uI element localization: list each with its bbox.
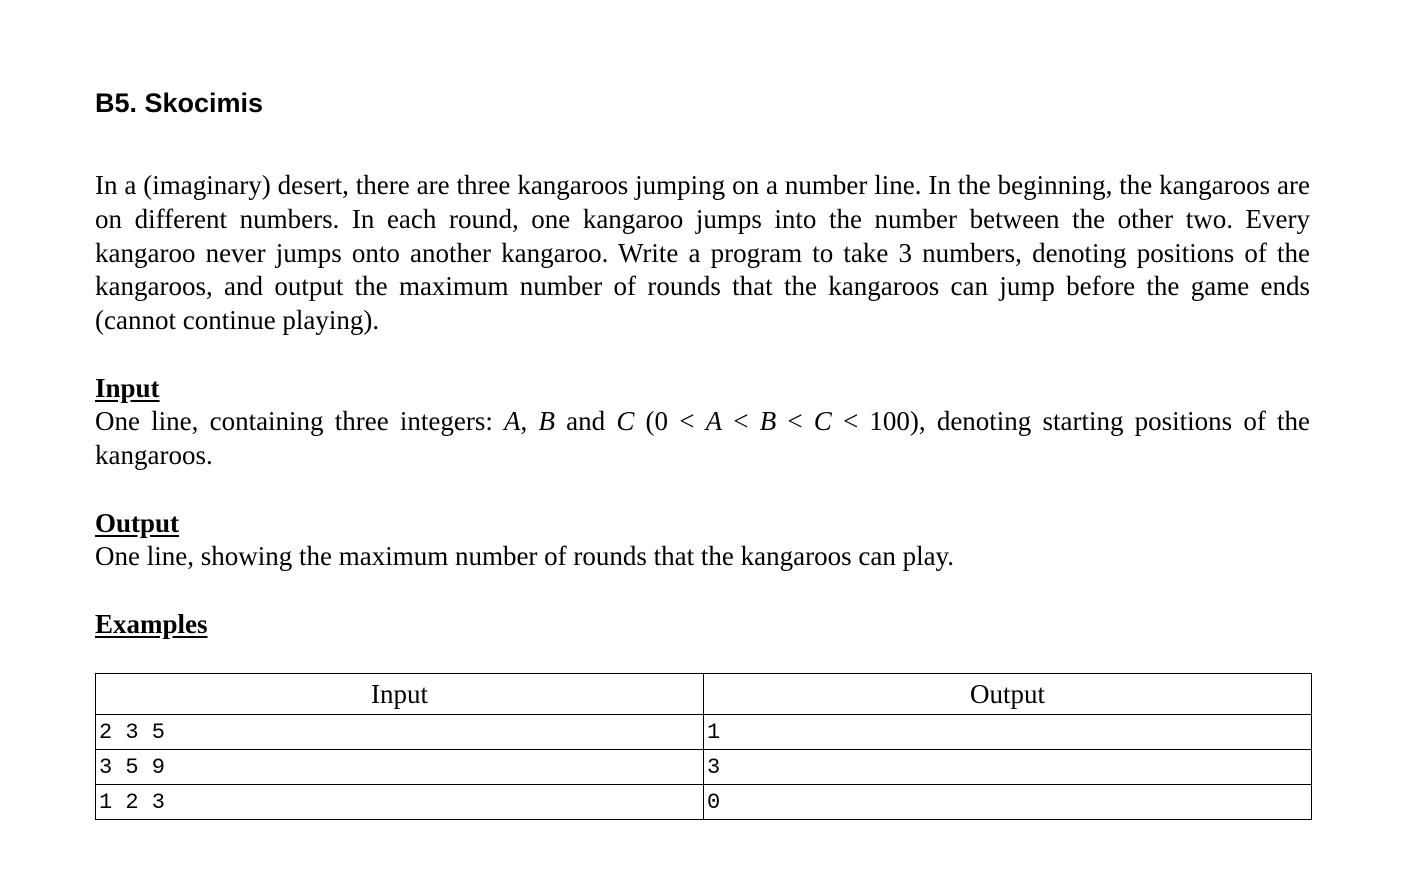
- input-cond-open: (0 <: [634, 406, 706, 436]
- input-heading: Input: [95, 373, 160, 403]
- output-heading: Output: [95, 508, 180, 538]
- input-cond-close: < 100), denoting starting positions of the kangaroos.: [95, 406, 1311, 470]
- cond-var-a: A: [705, 406, 723, 436]
- cond-var-b: B: [759, 406, 777, 436]
- var-c: C: [616, 406, 635, 436]
- table-row: [96, 785, 1312, 820]
- input-text-before: One line, containing three integers:: [95, 406, 505, 436]
- input-description: [95, 405, 1310, 473]
- input-sep-2: and: [554, 406, 617, 436]
- example-input-cell: 2 3 5: [96, 715, 704, 750]
- var-a: A: [504, 406, 521, 436]
- table-row: [96, 715, 1312, 750]
- table-row: [96, 750, 1312, 785]
- input-lt-2: <: [776, 406, 814, 436]
- examples-heading: Examples: [95, 609, 208, 639]
- input-lt-1: <: [722, 406, 760, 436]
- problem-statement: In a (imaginary) desert, there are three kangaroos jumping on a number line. In the beginning, the kangaroos are on different numbers. In each round, one kangaroo jumps into the number between the other two. Every kangaroo never jumps onto another kangaroo. Write a program to take 3 numbers, denoting positions of the kangaroos, and output the maximum number of rounds that the kangaroos can jump before the game ends (cannot continue playing).: [95, 170, 1310, 336]
- example-input-cell: 1 2 3: [96, 785, 704, 820]
- column-header-input: Input: [96, 674, 704, 715]
- column-header-output: Output: [704, 674, 1312, 715]
- cond-var-c: C: [813, 406, 832, 436]
- example-output-cell: 1: [704, 715, 1312, 750]
- table-header-row: [96, 674, 1312, 715]
- var-b: B: [538, 406, 555, 436]
- examples-table: [95, 673, 1312, 820]
- example-input-cell: 3 5 9: [96, 750, 704, 785]
- input-sep-1: ,: [520, 406, 539, 436]
- output-description: One line, showing the maximum number of rounds that the kangaroos can play.: [95, 541, 955, 571]
- example-output-cell: 3: [704, 750, 1312, 785]
- problem-title: B5. Skocimis: [95, 88, 264, 118]
- example-output-cell: 0: [704, 785, 1312, 820]
